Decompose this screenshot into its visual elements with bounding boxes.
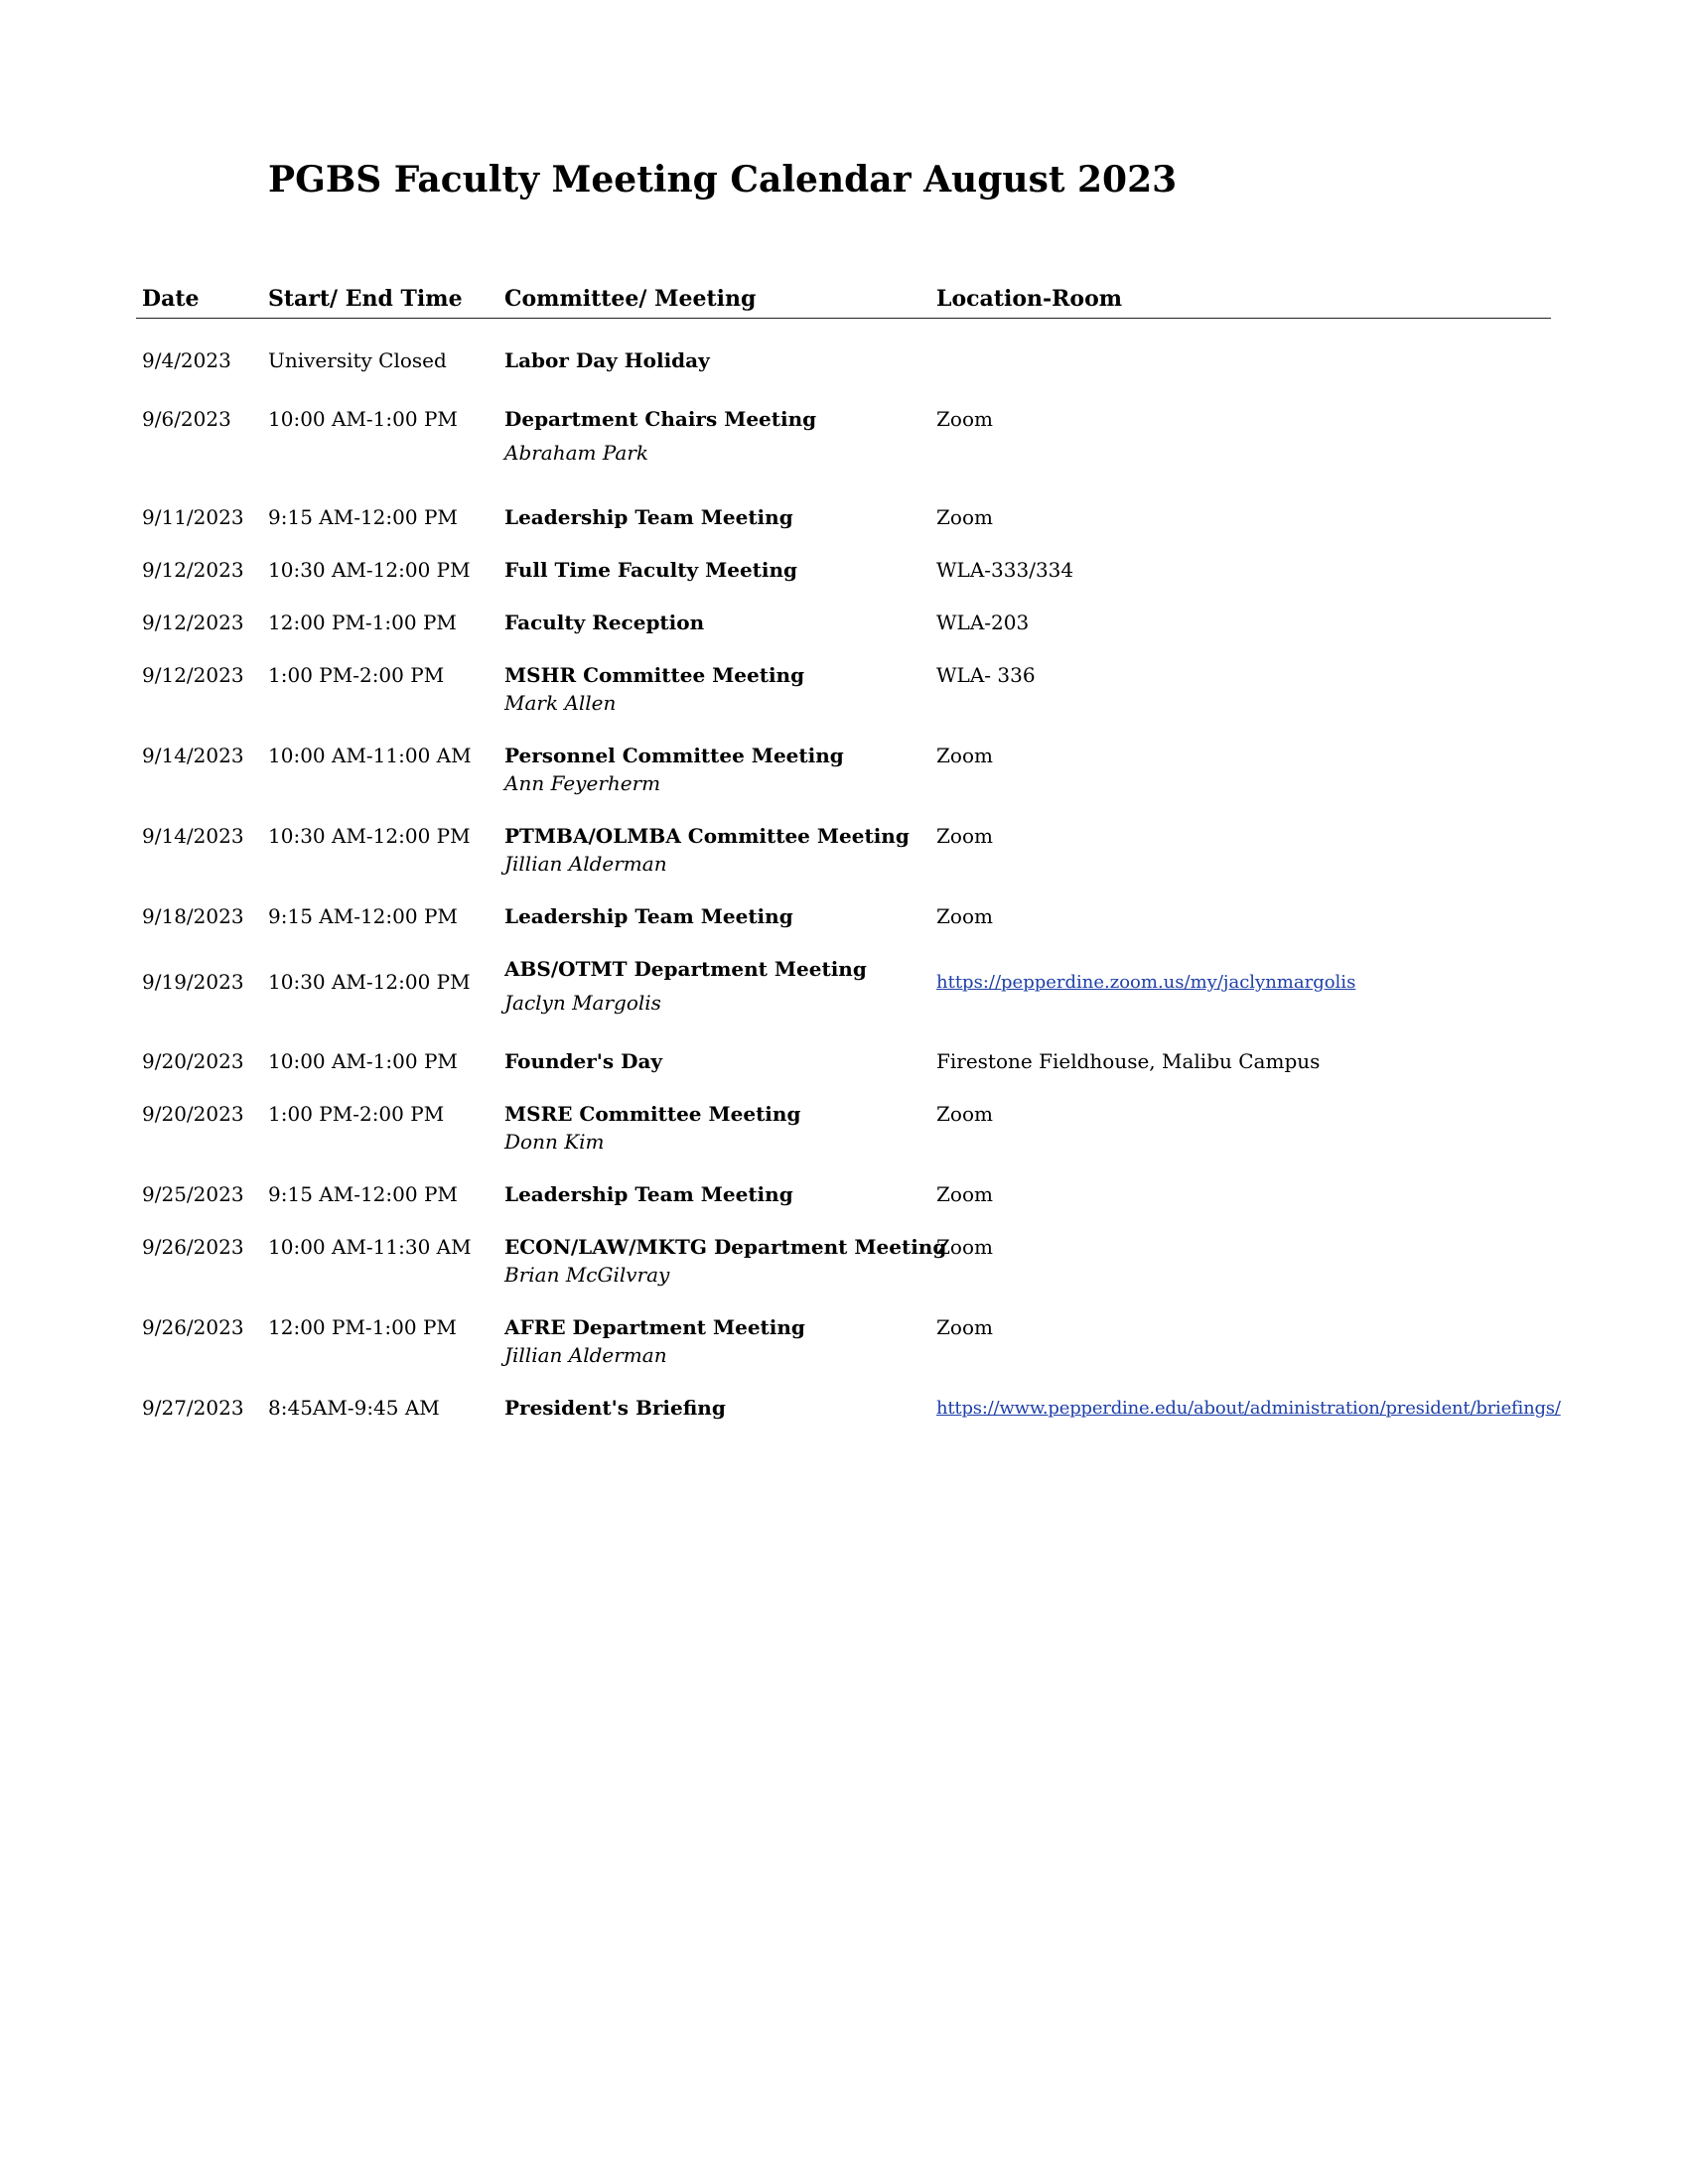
row-location: Zoom (936, 1315, 993, 1339)
meeting-chair: Donn Kim (504, 1130, 605, 1154)
row-date: 9/12/2023 (142, 611, 244, 634)
row-committee (504, 1235, 946, 1287)
row-location: Zoom (936, 1102, 993, 1126)
row-committee (504, 1102, 800, 1154)
row-time: 10:00 AM-11:00 AM (268, 744, 472, 767)
meeting-title: Full Time Faculty Meeting (504, 558, 798, 582)
meeting-title: MSHR Committee Meeting (504, 663, 805, 687)
row-committee (504, 1315, 805, 1367)
table-row (136, 1315, 1551, 1375)
row-location: Zoom (936, 904, 993, 928)
meeting-title: Faculty Reception (504, 611, 705, 634)
meeting-title: Leadership Team Meeting (504, 505, 793, 529)
meeting-title: PTMBA/OLMBA Committee Meeting (504, 824, 910, 848)
zoom-meeting-link[interactable]: https://pepperdine.zoom.us/my/jaclynmargolis (936, 972, 1356, 993)
row-time: 1:00 PM-2:00 PM (268, 1102, 445, 1126)
meeting-chair: Mark Allen (504, 691, 617, 715)
president-briefing-link[interactable]: https://www.pepperdine.edu/about/administration/president/briefings/ (936, 1398, 1561, 1419)
row-date: 9/27/2023 (142, 1396, 244, 1420)
meeting-title: President's Briefing (504, 1396, 726, 1420)
row-time: 1:00 PM-2:00 PM (268, 663, 445, 687)
row-committee (504, 505, 793, 529)
meeting-title: AFRE Department Meeting (504, 1315, 805, 1339)
table-row (136, 744, 1551, 803)
meeting-chair: Jillian Alderman (504, 852, 667, 876)
row-location: Zoom (936, 407, 993, 431)
table-row (136, 824, 1551, 884)
row-time: 10:00 AM-11:30 AM (268, 1235, 472, 1259)
table-row (136, 1182, 1551, 1242)
column-header-committee: Committee/ Meeting (504, 286, 757, 312)
row-time: 8:45AM-9:45 AM (268, 1396, 440, 1420)
row-location: Zoom (936, 824, 993, 848)
row-committee (504, 1396, 726, 1420)
row-time: 12:00 PM-1:00 PM (268, 611, 457, 634)
meeting-chair: Ann Feyerherm (504, 771, 661, 795)
row-date: 9/19/2023 (142, 970, 244, 994)
row-committee (504, 407, 816, 465)
row-date: 9/20/2023 (142, 1049, 244, 1073)
row-date: 9/12/2023 (142, 558, 244, 582)
row-date: 9/25/2023 (142, 1182, 244, 1206)
table-row (136, 957, 1551, 1017)
meeting-title: Founder's Day (504, 1049, 663, 1073)
row-time: 10:00 AM-1:00 PM (268, 407, 458, 431)
row-date: 9/4/2023 (142, 348, 231, 372)
row-time: 9:15 AM-12:00 PM (268, 904, 458, 928)
row-committee (504, 824, 910, 876)
row-location: Zoom (936, 1182, 993, 1206)
table-row (136, 505, 1551, 565)
row-time: 9:15 AM-12:00 PM (268, 505, 458, 529)
row-committee (504, 611, 704, 634)
row-time: 12:00 PM-1:00 PM (268, 1315, 457, 1339)
row-committee (504, 558, 797, 582)
table-row (136, 1235, 1551, 1295)
table-row (136, 348, 1551, 408)
row-date: 9/14/2023 (142, 744, 244, 767)
row-date: 9/12/2023 (142, 663, 244, 687)
row-date: 9/26/2023 (142, 1315, 244, 1339)
row-date: 9/26/2023 (142, 1235, 244, 1259)
row-committee (504, 904, 793, 928)
table-row (136, 611, 1551, 670)
row-date: 9/6/2023 (142, 407, 231, 431)
meeting-chair: Jillian Alderman (504, 1343, 667, 1367)
row-committee (504, 663, 804, 715)
meeting-chair: Brian McGilvray (504, 1263, 670, 1287)
column-header-location: Location-Room (936, 286, 1123, 312)
row-time: 9:15 AM-12:00 PM (268, 1182, 458, 1206)
table-row (136, 1102, 1551, 1161)
row-location: Zoom (936, 505, 993, 529)
row-date: 9/20/2023 (142, 1102, 244, 1126)
row-date: 9/18/2023 (142, 904, 244, 928)
table-row (136, 663, 1551, 723)
column-header-time: Start/ End Time (268, 286, 463, 312)
table-row (136, 1396, 1561, 1455)
row-time: 10:00 AM-1:00 PM (268, 1049, 458, 1073)
table-row (136, 904, 1551, 964)
row-location: Zoom (936, 1235, 993, 1259)
meeting-title: ECON/LAW/MKTG Department Meeting (504, 1235, 947, 1259)
column-header-date: Date (142, 286, 200, 312)
row-location: Zoom (936, 744, 993, 767)
row-time: 10:30 AM-12:00 PM (268, 824, 471, 848)
row-time: 10:30 AM-12:00 PM (268, 970, 471, 994)
meeting-title: Leadership Team Meeting (504, 904, 793, 928)
table-header (136, 286, 1551, 319)
table-row (136, 1049, 1551, 1109)
row-committee (504, 1182, 793, 1206)
row-date: 9/11/2023 (142, 505, 244, 529)
meeting-chair: Jaclyn Margolis (504, 991, 661, 1015)
meeting-title: Leadership Team Meeting (504, 1182, 793, 1206)
row-time: University Closed (268, 348, 447, 372)
row-committee (504, 1049, 662, 1073)
table-row (136, 407, 1551, 467)
meeting-title: ABS/OTMT Department Meeting (504, 957, 867, 981)
row-date: 9/14/2023 (142, 824, 244, 848)
row-committee (504, 744, 844, 795)
row-time: 10:30 AM-12:00 PM (268, 558, 471, 582)
table-row (136, 558, 1551, 617)
row-location: Firestone Fieldhouse, Malibu Campus (936, 1049, 1321, 1073)
meeting-title: Department Chairs Meeting (504, 407, 817, 431)
meeting-title: Labor Day Holiday (504, 348, 710, 372)
meeting-title: Personnel Committee Meeting (504, 744, 844, 767)
page-title: PGBS Faculty Meeting Calendar August 2023 (268, 159, 1178, 201)
row-location: WLA- 336 (936, 663, 1036, 687)
row-location: WLA-203 (936, 611, 1030, 634)
meeting-chair: Abraham Park (504, 441, 649, 465)
row-committee (504, 348, 710, 372)
row-committee (504, 957, 867, 1015)
meeting-title: MSRE Committee Meeting (504, 1102, 801, 1126)
row-location: WLA-333/334 (936, 558, 1074, 582)
